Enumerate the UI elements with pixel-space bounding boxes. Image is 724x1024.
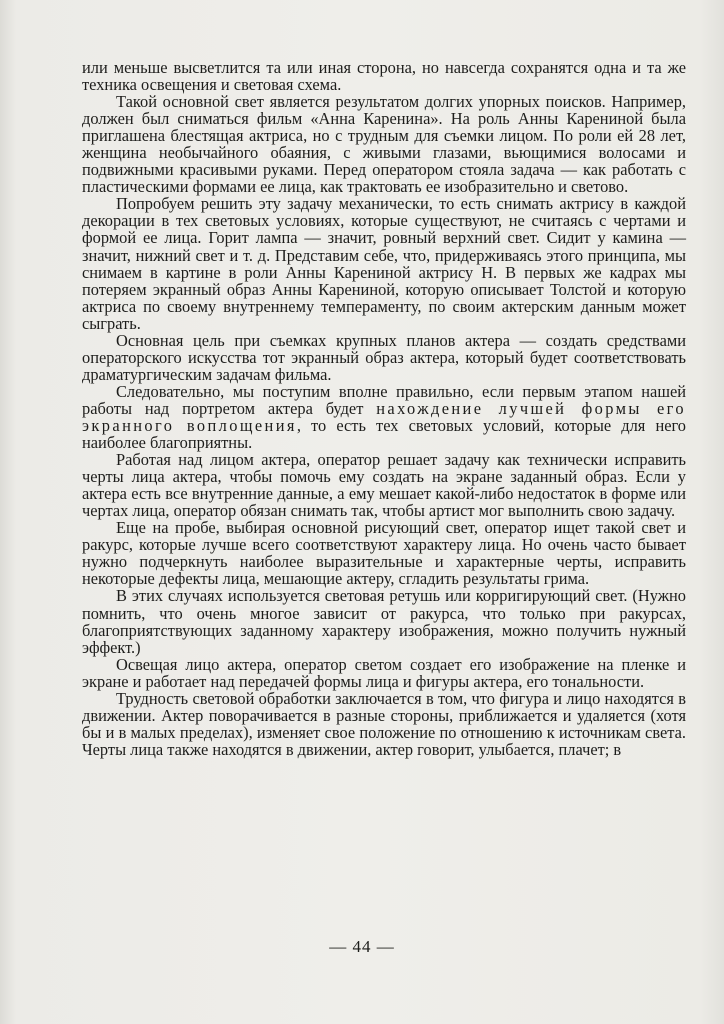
paragraph-8: В этих случаях используется световая ретушь или корригирующий свет. (Нужно помнить, что очень многое зависит от ракурса, что только при ракурсах, благоприятствующих заданному характеру изображения, можно получить нужный эффект.) (82, 586, 686, 657)
body-text (82, 59, 686, 758)
paragraph-5-end: , то есть тех световых условий, которые для него наиболее благоприятны. (82, 415, 687, 453)
paragraph-10: Трудность световой обработки заключается в том, что фигура и лицо находятся в движении. Актер поворачивается в разные стороны, приближается и удаляется (хотя бы и в малых пределах), изменяет свое положение по отношению к источникам света. Черты лица также находятся в движении, актер говорит, улыбается, плачет; в (82, 688, 686, 759)
paragraph-4: Основная цель при съемках крупных планов актера — создать средствами операторского искусства тот экранный образ актера, который будет соответствовать драматургическим задачам фильма. (82, 330, 686, 384)
page-number: — 44 — (329, 937, 395, 956)
paragraph-3: Попробуем решить эту задачу механически, то есть снимать актрису в каждой декорации в тех световых условиях, которые существуют, не считаясь с чертами и формой ее лица. Горит лампа — значит, ровный верхний свет. Сидит у камина — значит, нижний свет и т. д. Представим себе, что, придерживаясь этого принципа, мы снимаем в картине в роли Анны Карениной актрису Н. В первых же кадрах мы потеряем экранный образ Анны Карениной, которую описывает Толстой и которую актриса по своему внутреннему темпераменту, по своим актерским данным может сыграть. (82, 194, 686, 333)
paragraph-5 (82, 383, 686, 451)
paragraph-9: Освещая лицо актера, оператор светом создает его изображение на пленке и экране и работает над передачей формы лица и фигуры актера, его тональности. (82, 654, 686, 691)
paragraph-5-start: Следовательно, мы поступим вполне правильно, если первым этапом нашей работы над портретом актера будет (82, 381, 686, 418)
paragraph-1: или меньше высветлится та или иная сторона, но навсегда сохранятся одна и та же техника освещения и световая схема. (82, 58, 686, 95)
paragraph-6: Работая над лицом актера, оператор решает задачу как технически исправить черты лица актера, чтобы помочь ему создать на экране заданный образ. Если у актера есть все внутренние данные, а ему мешает какой-либо недостаток в форме или чертах лица, оператор обязан снимать так, чтобы артист мог выполнить свою задачу. (82, 450, 686, 521)
paragraph-7: Еще на пробе, выбирая основной рисующий свет, оператор ищет такой свет и ракурс, которые лучше всего соответствуют характеру лица. Но очень часто бывает нужно подчеркнуть наиболее выразительные и характерные черты, исправить некоторые дефекты лица, мешающие актеру, сгладить результаты грима. (82, 518, 686, 589)
emphasis-spaced-text: нахождение лучшей формы его экранного воплощения (82, 398, 686, 435)
paragraph-2: Такой основной свет является результатом долгих упорных поисков. Например, должен был сниматься фильм «Анна Каренина». На роль Анны Карениной была приглашена блестящая актриса, но с трудным для съемки лицом. По роли ей 28 лет, женщина необычайного обаяния, с живыми глазами, вьющимися волосами и подвижными красивыми руками. Перед оператором стояла задача — как работать с пластическими формами ее лица, как трактовать ее изобразительно и светово. (82, 92, 686, 197)
